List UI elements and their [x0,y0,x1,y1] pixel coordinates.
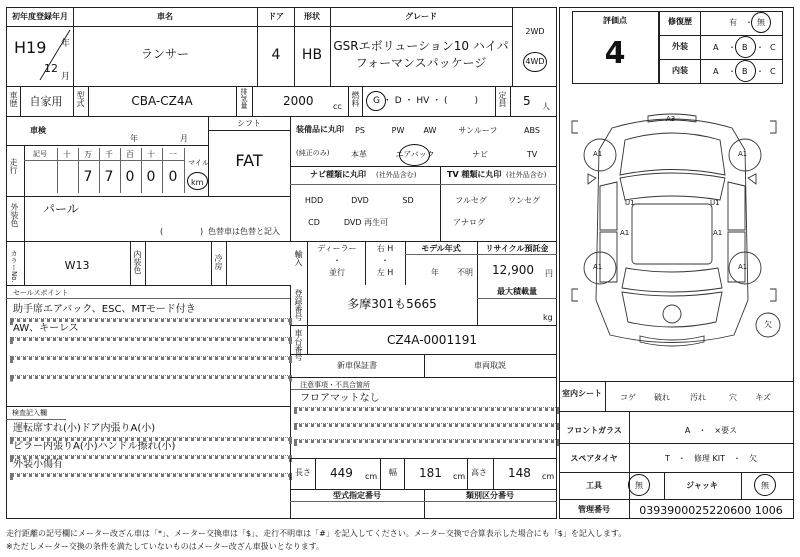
door-label: ドア [268,12,284,21]
tools-label: 工具 [586,481,602,490]
model-year-label: モデル年式 [421,244,461,253]
jack-value: 無 [761,481,769,490]
model-year-unit: 年 [431,268,439,277]
sheet-option: 破れ [654,393,670,402]
body-shape: HB [301,47,323,63]
sales-point-line: AW、キーレス [13,323,79,334]
height-cm: cm [542,472,555,481]
exterior-color-label: 外装色 [10,203,19,227]
length-cm: cm [365,472,378,481]
car-name-label: 車名 [157,12,173,21]
shift-label: シフト [237,119,261,128]
color-no-value: W13 [64,259,90,272]
first-reg-month: 12 [44,62,58,75]
registration-value: 多摩301も5665 [347,297,437,311]
sales-point-line: 助手席エアバック、ESC、MTモード付き [13,304,196,315]
int-sep: ・ [756,67,764,76]
drive-2wd: 2WD [525,27,545,36]
diagram-label: 欠 [764,320,772,329]
ext-sep: ・ [728,43,736,52]
diagram-label: A1 [738,263,748,271]
navi-title: ナビ種類に丸印 [310,170,366,179]
capacity-value: 5 [523,94,531,108]
int-sep: ・ [728,67,736,76]
spare-tire-label: スペアタイヤ [570,454,618,463]
diagram-label: A1 [593,150,603,158]
ext-b: B [742,43,748,52]
shift-value: FAT [235,151,263,170]
equipment-sublabel: (純正のみ) [296,149,330,157]
navi-dvd-play: DVD 再生可 [343,218,389,227]
model-code: CBA-CZ4A [131,94,193,108]
grade-line1: GSRエボリューション10 ハイパ [333,39,509,53]
fuel-label: 燃料 [351,91,360,107]
fuel-options: G ・ D ・ HV ・ ( ) [373,96,479,106]
navi-title-note: (社外品含む) [376,171,417,179]
color-no-label: カラーNo. [10,250,18,283]
model-year-unknown: 不明 [457,268,473,277]
ext-c: C [770,43,776,52]
footer-line1: 走行距離の記号欄にメーター改ざん車は「*」、メーター交換車は「$」、走行不明車は「#」を記入してください。メーター交換で合算表示した場合にも「$」を記入します。 [6,529,627,538]
car-name: ランサー [140,47,190,61]
drive-4wd: 4WD [525,57,545,66]
mileage-digit: 0 [146,169,156,185]
windshield-options: A ・ ×要ス [684,426,738,435]
inspection-label: 車検 [30,126,46,135]
equip-airbag: エアバック [395,150,435,159]
equipment-label: 装備品に丸印 [296,125,344,134]
repair-label: 修復歴 [668,17,692,26]
reg-year-unit: 年 [61,39,71,49]
equip-abs: ABS [524,126,540,135]
chassis-label: 車台番号 [294,329,303,361]
recycle-value: 12,900 [492,263,534,277]
digit-label-4: 十 [147,150,155,159]
height-value: 148 [508,466,531,480]
max-load-label: 最大積載量 [497,287,537,296]
digit-label-5: 一 [169,150,177,159]
shape-label: 形状 [304,12,320,21]
repair-no: 無 [757,18,765,27]
grade-label: グレード [405,12,437,21]
inspector-line: 運転席すれ(小)ドア内張りA(小) [13,423,156,434]
equip-navi: ナビ [472,150,488,159]
tv-fullseg: フルセグ [455,196,487,205]
usage-value: 自家用 [29,95,63,108]
vehicle-manual: 車両取説 [474,361,506,370]
repair-yes: 有 [729,18,737,27]
unit-km: km [191,178,204,187]
equip-pw: PW [391,126,405,135]
ext-sep: ・ [756,43,764,52]
import-sep-2: ・ [381,256,389,265]
reg-month-unit: 月 [61,72,71,82]
import-right-h: 右 H [376,244,394,253]
jack-label: ジャッキ [686,481,718,490]
diagram-label: A1 [593,263,603,271]
first-reg-label: 初年度登録年月 [12,12,68,21]
diagram-label: U1 [625,199,635,207]
digit-label-1: 万 [84,150,92,159]
tv-oneseg: ワンセグ [508,196,540,205]
capacity-label: 定員 [498,91,507,107]
mileage-note-label: 記号 [33,150,47,158]
color-note-open: ( [160,227,164,236]
sheet-option: 汚れ [690,393,706,402]
inspection-month-unit: 月 [180,134,188,143]
sheet-option: コゲ [620,393,636,402]
unit-mile: マイル [188,159,209,167]
diagram-label: U1 [710,199,720,207]
equip-sunroof: サンルーフ [458,126,498,135]
management-label: 管理番号 [578,505,610,514]
width-cm: cm [453,472,466,481]
width-label: 幅 [389,468,397,477]
diagram-label: A1 [738,150,748,158]
notes-line: フロアマットなし [300,393,380,404]
ac-label: 冷房 [214,254,223,270]
navi-dvd: DVD [351,196,369,205]
equip-ps: PS [355,126,365,135]
import-label: 輸入 [294,250,303,266]
length-value: 449 [330,466,353,480]
sheet-option: キズ [755,393,771,402]
width-value: 181 [419,466,442,480]
displacement-value: 2000 [283,94,314,108]
type-designation-label: 型式指定番号 [333,491,381,500]
diagram-label: A1 [620,229,630,237]
windshield-label: フロントガラス [566,426,622,435]
inspector-line: ピラー内張りA(小)ハンドル擦れ(小) [13,441,176,452]
interior-sheet-label: 室内シート [562,389,602,398]
new-car-warranty: 新車保証書 [337,361,377,370]
grade-line2: フォーマンスパッケージ [355,56,487,70]
mileage-digit: 7 [83,169,93,185]
int-b: B [742,67,748,76]
color-note-close: ) [200,227,204,236]
equip-tv: TV [526,150,538,159]
displacement-label: 排気量 [240,88,248,109]
length-label: 長さ [295,468,311,477]
diagram-label: A3 [666,115,676,123]
mileage-digit: 0 [168,169,178,185]
capacity-unit: 人 [542,102,550,111]
digit-label-2: 千 [105,150,113,159]
exterior-color-value: パール [43,202,79,216]
score-label: 評価点 [603,16,627,25]
digit-label-3: 百 [126,150,134,159]
exterior-grade-label: 外装 [672,42,688,51]
color-note: 色替車は色替と記入 [208,227,280,236]
mileage-digit: 0 [125,169,135,185]
chassis-value: CZ4A-0001191 [387,333,477,347]
equip-leather: 本革 [351,150,367,159]
tv-title: TV 種類に丸印 [447,170,502,179]
navi-hdd: HDD [304,196,324,205]
mileage-digit: 7 [104,169,114,185]
int-c: C [770,67,776,76]
diagram-label: A1 [713,229,723,237]
first-reg-era-year: H19 [14,38,47,57]
equip-aw: AW [423,126,437,135]
jack-selected-circle [754,474,776,496]
tools-value: 無 [635,481,643,490]
recycle-yen: 円 [545,269,553,278]
class-number-label: 類別区分番号 [466,491,514,500]
max-load-kg: kg [543,313,553,322]
ext-a: A [713,43,719,52]
sales-point-label: セールスポイント [13,289,69,297]
import-dealer: ディーラー [317,244,357,253]
navi-cd: CD [308,218,320,227]
door-count: 4 [271,47,281,63]
int-a: A [713,67,719,76]
import-parallel: 並行 [329,268,345,277]
management-value: 0393900025220600 1006 [639,504,783,517]
notes-label: 注意事項・不具合箇所 [300,381,370,389]
spare-tire-options: T ・ 修理 KIT ・ 欠 [665,454,757,463]
tv-analog: アナログ [453,218,485,227]
score-value: 4 [604,36,626,71]
recycle-label: リサイクル預託金 [485,244,549,253]
inspector-label: 検査記入欄 [12,409,47,417]
interior-grade-label: 内装 [672,66,688,75]
registration-label: 登録番号 [294,289,303,321]
cc-unit: cc [333,102,342,111]
inspection-year-unit: 年 [130,134,138,143]
height-label: 高さ [471,468,487,477]
usage-label: 車歴 [9,91,18,107]
tools-selected-circle [628,474,650,496]
digit-label-0: 十 [63,150,71,159]
import-sep: ・ [333,256,341,265]
interior-color-label: 内装色 [133,250,142,274]
tv-title-note: (社外品含む) [506,171,547,179]
sheet-option: 穴 [729,393,737,402]
inspector-line: 外装小傷有 [13,459,63,470]
mileage-label: 走行 [9,158,18,174]
footer-line2: ※ただしメーター交換の条件を満たしていないものはメーター改ざん車扱いとなります。 [6,542,325,551]
navi-sd: SD [402,196,414,205]
import-left-h: 左 H [376,268,394,277]
repair-sep: ・ [745,18,753,27]
model-label: 型式 [76,91,85,107]
